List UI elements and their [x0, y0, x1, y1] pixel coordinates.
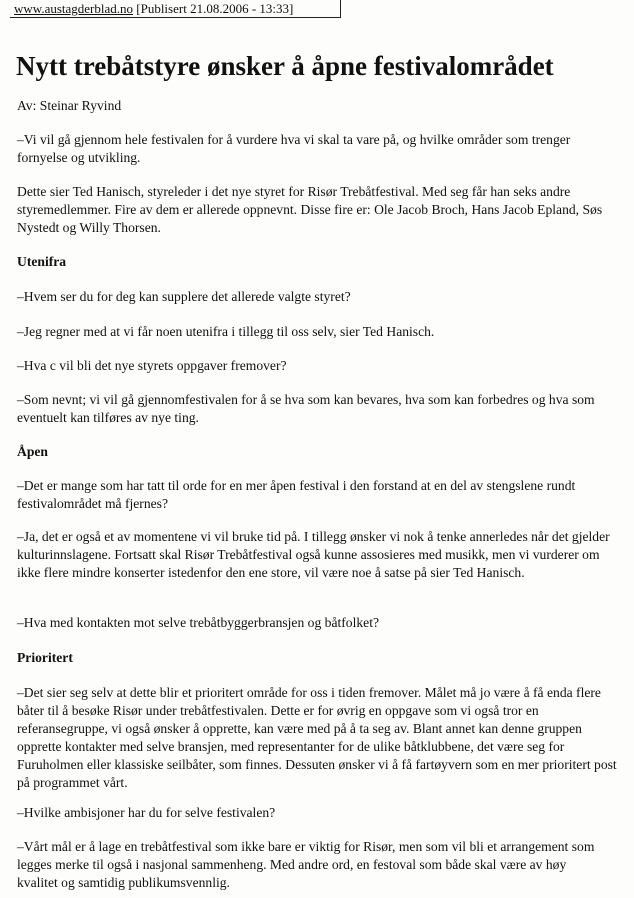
paragraph: –Som nevnt; vi vil gå gjennomfestivalen for å se hva som kan bevares, hva som kan forbedres og hva som eventuelt kan tilføres av nye ting.: [17, 392, 595, 425]
subheading: Utenifra: [17, 254, 67, 269]
paragraph: –Vårt mål er å lage en trebåtfestival som ikke bare er viktig for Risør, men som vil bli et arrangement som legges merke til også i nasjonal sammenheng. Med andre ord, en festoval som både skal være av høy kvalitet og samtidig publikumsvennlig.: [17, 839, 595, 890]
page-header: [14, 1, 293, 16]
paragraph: –Det er mange som har tatt til orde for en mer åpen festival i den forstand at en del av stengslene rundt festivalområdet må fjernes?: [17, 478, 576, 511]
paragraph: –Hva med kontakten mot selve trebåtbyggerbransjen og båtfolket?: [17, 615, 380, 630]
article-title: Nytt trebåtstyre ønsker å åpne festivalområdet: [16, 51, 554, 81]
paragraph: –Hvilke ambisjoner har du for selve festivalen?: [17, 805, 276, 820]
paragraph: –Det sier seg selv at dette blir et prioritert område for oss i tiden fremover. Målet må jo være å få enda flere båter til å besøke Risør under trebåtfestivalen. Dette er for øvrig en oppgave som vi også tror en referansegruppe, vi også ønsker å opprette, kan være med på å ta seg av. Blant annet kan denne gruppen opprette kontakter med selve bransjen, med representanter for de ulike båtklubbene, det være seg for Furuholmen eller klassiske seilbåter, som finnes. Dessuten ønsker vi å få fartøyvern som en mer prioritert post på programmet vårt.: [17, 685, 617, 790]
byline: Av: Steinar Ryvind: [17, 98, 122, 113]
paragraph: Dette sier Ted Hanisch, styreleder i det nye styret for Risør Trebåtfestival. Med seg får han seks andre styremedlemmer. Fire av dem er allerede oppnevnt. Disse fire er: Ole Jacob Broch, Hans Jacob Epland, Søs Nystedt og Willy Thorsen.: [17, 184, 603, 235]
header-rule-vertical: [340, 0, 341, 18]
site-url[interactable]: www.austagderblad.no: [14, 1, 134, 16]
paragraph: –Hvem ser du for deg kan supplere det allerede valgte styret?: [17, 289, 351, 304]
paragraph: –Hva c vil bli det nye styrets oppgaver fremover?: [17, 358, 287, 373]
subheading: Åpen: [17, 444, 48, 459]
header-rule: [10, 17, 340, 18]
subheading: Prioritert: [17, 650, 73, 665]
paragraph: –Vi vil gå gjennom hele festivalen for å vurdere hva vi skal ta vare på, og hvilke områder som trenger fornyelse og utvikling.: [17, 132, 571, 165]
paragraph: –Jeg regner med at vi får noen utenifra i tillegg til oss selv, sier Ted Hanisch.: [17, 324, 435, 339]
publish-date: [Publisert 21.08.2006 - 13:33]: [136, 1, 294, 16]
paragraph: –Ja, det er også et av momentene vi vil bruke tid på. I tillegg ønsker vi nok å tenke annerledes når det gjelder kulturinnslagene. Fortsatt skal Risør Trebåtfestival også kunne assosieres med musikk, men vi vurderer om ikke flere mindre konserter istedenfor den ene store, vil være noe å satse på sier Ted Hanisch.: [17, 529, 610, 580]
